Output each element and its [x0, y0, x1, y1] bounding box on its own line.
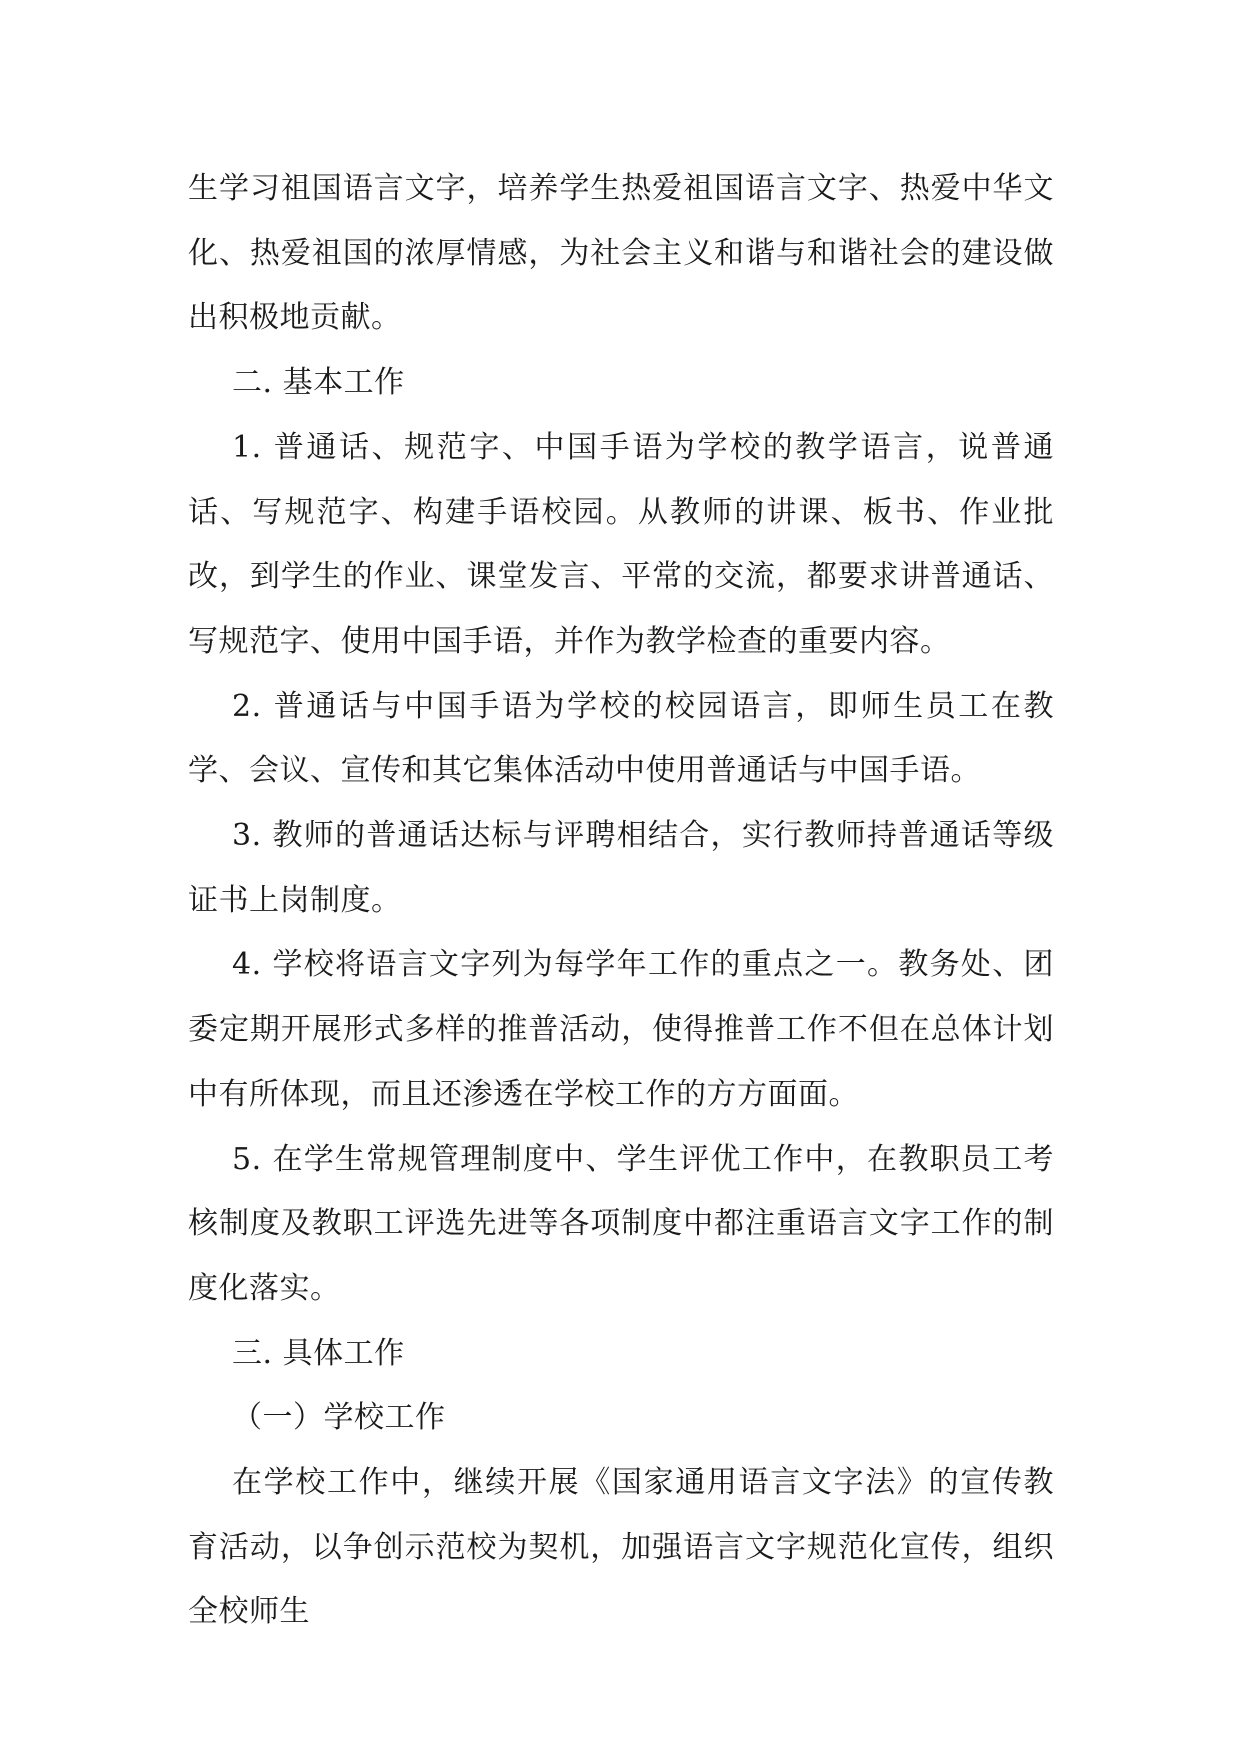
subsection-heading-school-work: （一）学校工作 — [232, 1400, 446, 1436]
list-item-1: 1. 普通话、规范字、中国手语为学校的教学语言，说普通话、写规范字、构建手语校园。从教师的讲课、板书、作业批改，到学生的作业、课堂发言、平常的交流，都要求讲普通话、写规范字、使用中国手语，并作为教学检查的重要内容。 — [188, 429, 1054, 659]
paragraph-continuation: 生学习祖国语言文字，培养学生热爱祖国语言文字、热爱中华文化、热爱祖国的浓厚情感，为社会主义和谐与和谐社会的建设做出积极地贡献。 — [188, 171, 1054, 336]
section-heading-specific-work: 三. 具体工作 — [232, 1335, 405, 1371]
list-item-4: 4. 学校将语言文字列为每学年工作的重点之一。教务处、团委定期开展形式多样的推普活动，使得推普工作不但在总体计划中有所体现，而且还渗透在学校工作的方方面面。 — [188, 947, 1054, 1112]
section-heading-basic-work: 二. 基本工作 — [232, 365, 405, 401]
list-item-2: 2. 普通话与中国手语为学校的校园语言，即师生员工在教学、会议、宣传和其它集体活动中使用普通话与中国手语。 — [188, 688, 1054, 789]
list-item-3: 3. 教师的普通话达标与评聘相结合，实行教师持普通话等级证书上岗制度。 — [188, 818, 1054, 918]
document-body — [188, 157, 1054, 1645]
paragraph-school-work: 在学校工作中，继续开展《国家通用语言文字法》的宣传教育活动，以争创示范校为契机，加强语言文字规范化宣传，组织全校师生 — [188, 1465, 1054, 1630]
list-item-5: 5. 在学生常规管理制度中、学生评优工作中，在教职员工考核制度及教职工评选先进等各项制度中都注重语言文字工作的制度化落实。 — [188, 1141, 1054, 1306]
